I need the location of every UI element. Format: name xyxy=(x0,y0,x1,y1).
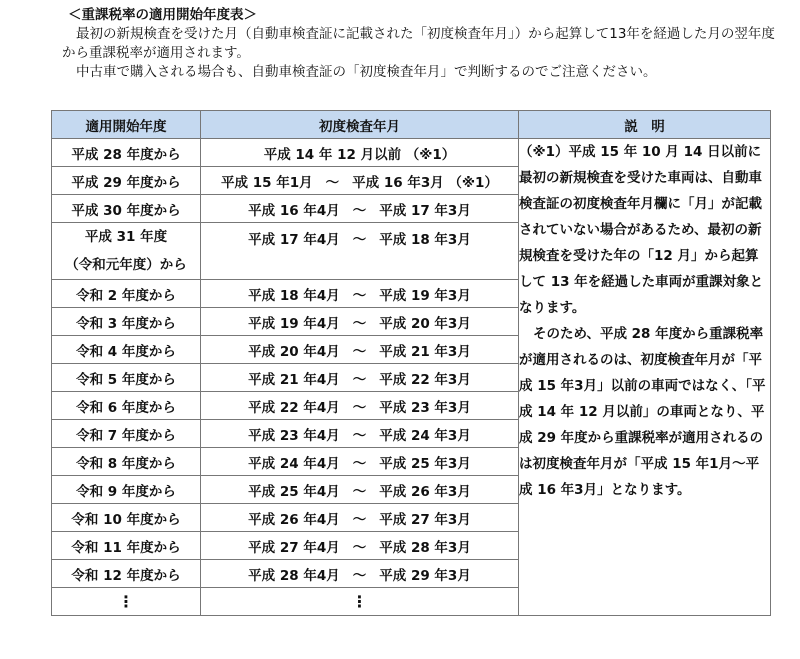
inspection-start: 平成 15 年1月 xyxy=(221,174,313,191)
start-year-cell: 令和 8 年度から xyxy=(52,448,201,476)
table-row xyxy=(52,139,771,167)
continuation-cell xyxy=(201,588,519,616)
inspection-start: 平成 17 年4月 xyxy=(248,232,340,248)
intro-block xyxy=(62,6,782,82)
start-year-cell: 平成 30 年度から xyxy=(52,195,201,223)
inspection-start: 平成 23 年4月 xyxy=(248,427,340,444)
inspection-cell xyxy=(201,308,519,336)
inspection-cell xyxy=(201,392,519,420)
start-year-cell: 令和 10 年度から xyxy=(52,504,201,532)
inspection-start: 平成 26 年4月 xyxy=(248,511,340,528)
start-year-cell: 令和 6 年度から xyxy=(52,392,201,420)
inspection-start: 平成 24 年4月 xyxy=(248,455,340,472)
description-note-2: そのため、平成 28 年度から重課税率が適用されるのは、初度検査年月が「平成 15 年3月」以前の車両ではなく、「平成 14 年 12 月以前」の車両となり、平成 29 年度から重課税率が適用されるのは初度検査年月が「平成 15 年1月～平成 16 年3月」となります。 xyxy=(519,326,766,498)
inspection-cell xyxy=(201,420,519,448)
inspection-end: 平成 25 年3月 xyxy=(379,455,471,472)
inspection-start: 平成 21 年4月 xyxy=(248,371,340,388)
start-year-cell: 令和 12 年度から xyxy=(52,560,201,588)
tax-rate-start-table xyxy=(51,110,771,616)
start-year-cell: 令和 3 年度から xyxy=(52,308,201,336)
start-year-cell xyxy=(52,223,201,280)
inspection-cell xyxy=(201,504,519,532)
range-separator: ～ xyxy=(352,399,367,416)
start-year-cell: 令和 11 年度から xyxy=(52,532,201,560)
continuation-cell xyxy=(52,588,201,616)
inspection-start: 平成 20 年4月 xyxy=(248,343,340,360)
start-year-cell: 令和 5 年度から xyxy=(52,364,201,392)
inspection-end: 平成 24 年3月 xyxy=(379,427,471,444)
start-year-cell: 令和 4 年度から xyxy=(52,336,201,364)
inspection-start: 平成 18 年4月 xyxy=(248,287,340,304)
start-year-cell: 令和 9 年度から xyxy=(52,476,201,504)
inspection-start: 平成 27 年4月 xyxy=(248,539,340,556)
range-separator: ～ xyxy=(352,371,367,388)
range-separator: ～ xyxy=(352,315,367,332)
inspection-start: 平成 14 年 12 月以前 （※1） xyxy=(263,146,456,163)
table-header-row xyxy=(52,111,771,139)
range-separator: ～ xyxy=(352,455,367,472)
range-separator: ～ xyxy=(352,483,367,500)
range-separator: ～ xyxy=(352,511,367,528)
range-separator: ～ xyxy=(352,287,367,304)
start-year-cell: 平成 28 年度から xyxy=(52,139,201,167)
inspection-cell xyxy=(201,195,519,223)
inspection-end: 平成 26 年3月 xyxy=(379,483,471,500)
inspection-cell xyxy=(201,167,519,195)
range-separator: ～ xyxy=(325,174,340,191)
inspection-end: 平成 19 年3月 xyxy=(379,287,471,304)
inspection-end: 平成 27 年3月 xyxy=(379,511,471,528)
start-year-cell: 令和 2 年度から xyxy=(52,280,201,308)
inspection-start: 平成 22 年4月 xyxy=(248,399,340,416)
range-separator: ～ xyxy=(352,343,367,360)
inspection-cell xyxy=(201,139,519,167)
range-separator: ～ xyxy=(352,427,367,444)
start-year-cell: 平成 29 年度から xyxy=(52,167,201,195)
header-start-year: 適用開始年度 xyxy=(52,111,201,139)
start-year-cell: 令和 7 年度から xyxy=(52,420,201,448)
inspection-end: 平成 29 年3月 xyxy=(379,567,471,584)
range-separator: ～ xyxy=(352,567,367,584)
inspection-end: 平成 17 年3月 xyxy=(379,202,471,219)
start-year-line-1: 平成 31 年度 xyxy=(84,229,168,245)
inspection-end: 平成 23 年3月 xyxy=(379,399,471,416)
description-cell xyxy=(519,139,771,616)
inspection-end: 平成 22 年3月 xyxy=(379,371,471,388)
inspection-start: 平成 28 年4月 xyxy=(248,567,340,584)
start-year-line-2: （令和元年度）から xyxy=(65,257,187,273)
range-separator: ～ xyxy=(352,202,367,219)
inspection-start: 平成 19 年4月 xyxy=(248,315,340,332)
inspection-end: 平成 28 年3月 xyxy=(379,539,471,556)
page-title: ＜重課税率の適用開始年度表＞ xyxy=(68,7,257,23)
intro-paragraph-1: 最初の新規検査を受けた月（自動車検査証に記載された「初度検査年月」）から起算して13年を経過した月の翌年度から重課税率が適用されます。 xyxy=(62,26,775,61)
inspection-start: 平成 25 年4月 xyxy=(248,483,340,500)
inspection-cell xyxy=(201,336,519,364)
inspection-end: 平成 20 年3月 xyxy=(379,315,471,332)
header-description: 説 明 xyxy=(519,111,771,139)
inspection-cell xyxy=(201,560,519,588)
header-first-inspection: 初度検査年月 xyxy=(201,111,519,139)
description-note-1: （※1）平成 15 年 10 月 14 日以前に最初の新規検査を受けた車両は、自動車検査証の初度検査年月欄に「月」が記載されていない場合があるため、最初の新規検査を受けた年の「12 月」から起算して 13 年を経過した車両が重課対象となります。 xyxy=(519,144,764,316)
inspection-end: 平成 18 年3月 xyxy=(379,232,471,248)
inspection-end: 平成 16 年3月 （※1） xyxy=(352,174,498,191)
inspection-start: 平成 16 年4月 xyxy=(248,202,340,219)
range-separator: ～ xyxy=(352,539,367,556)
inspection-end: 平成 21 年3月 xyxy=(379,343,471,360)
continuation-dots: ⋮ xyxy=(351,592,368,611)
continuation-dots: ⋮ xyxy=(118,592,134,611)
inspection-cell xyxy=(201,280,519,308)
inspection-cell xyxy=(201,223,519,280)
inspection-cell xyxy=(201,476,519,504)
range-separator: ～ xyxy=(352,232,367,248)
inspection-cell xyxy=(201,532,519,560)
intro-paragraph-2: 中古車で購入される場合も、自動車検査証の「初度検査年月」で判断するのでご注意ください。 xyxy=(76,64,657,80)
inspection-cell xyxy=(201,364,519,392)
inspection-cell xyxy=(201,448,519,476)
